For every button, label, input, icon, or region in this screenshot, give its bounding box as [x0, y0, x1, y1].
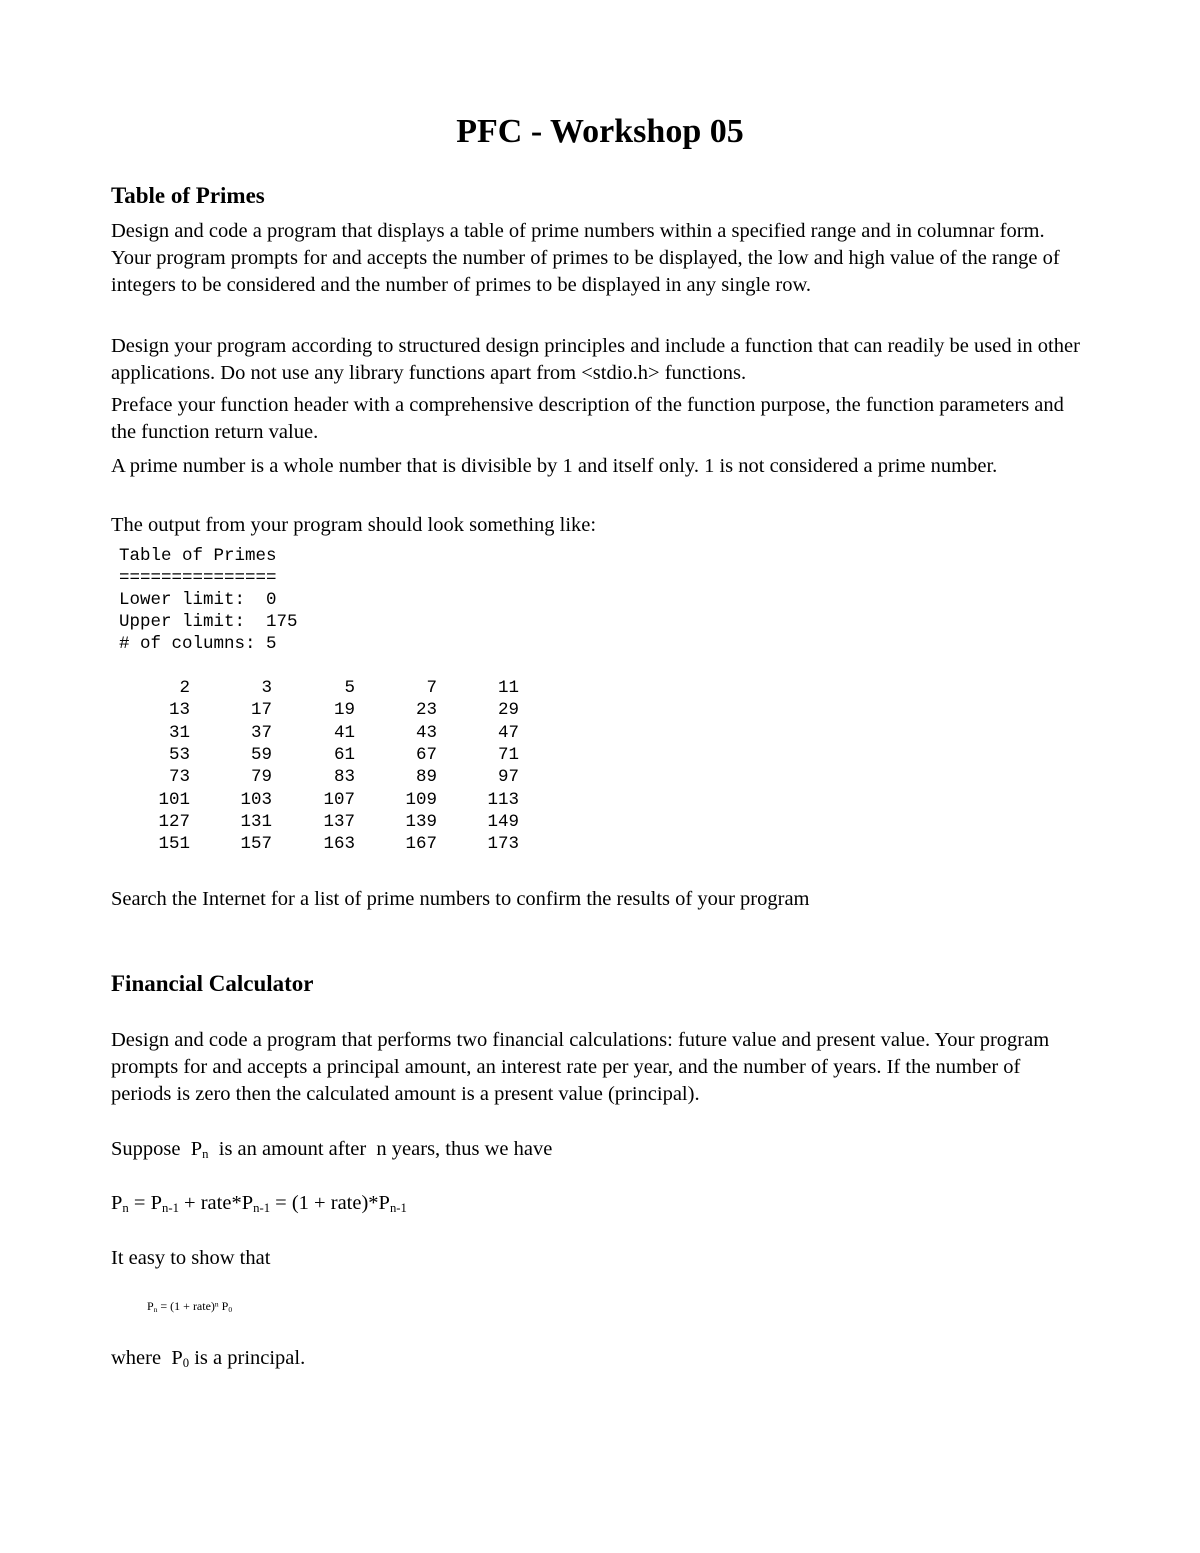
prime-value: 173 — [487, 834, 519, 855]
prime-value: 131 — [240, 812, 272, 833]
output-intro-paragraph: The output from your program should look something like: — [111, 514, 597, 536]
prime-value: 89 — [415, 767, 437, 788]
function-header-paragraph: Preface your function header with a comprehensive description of the function purpose, the function parameters and the function return value. — [111, 394, 1064, 443]
prime-value: 17 — [250, 700, 272, 721]
prime-value: 43 — [415, 722, 437, 743]
prime-value: 97 — [497, 767, 519, 788]
prime-value: 137 — [323, 812, 355, 833]
section-heading-table-of-primes: Table of Primes — [111, 183, 265, 208]
prime-value: 3 — [261, 678, 272, 698]
prime-value: 151 — [158, 834, 190, 855]
prime-value: 109 — [405, 789, 437, 810]
prime-value: 13 — [168, 700, 190, 721]
prime-value: 53 — [168, 745, 190, 766]
structured-design-paragraph: Design your program according to structured design principles and include a function that can readily be used in other applications. Do not use any library functions apart from <stdio.h> functions. — [111, 335, 1080, 384]
prime-value: 157 — [240, 834, 272, 855]
console-upper-limit: Upper limit: 175 — [119, 612, 298, 632]
easy-to-show-line: It easy to show that — [111, 1247, 271, 1269]
prime-value: 67 — [415, 745, 437, 766]
prime-value: 113 — [487, 789, 519, 810]
prime-value: 83 — [333, 767, 355, 788]
financial-description-paragraph: Design and code a program that performs two financial calculations: future value and present value. Your program prompts for and accepts a principal amount, an interest rate per year, and the number of years. If the number of periods is zero then the calculated amount is a present value (principal). — [111, 1029, 1050, 1105]
search-internet-paragraph: Search the Internet for a list of prime numbers to confirm the results of your program — [111, 888, 810, 910]
prime-value: 71 — [497, 745, 519, 766]
prime-value: 29 — [497, 700, 519, 721]
prime-value: 19 — [333, 700, 355, 721]
prime-value: 37 — [250, 722, 272, 743]
prime-value: 79 — [250, 767, 272, 788]
prime-value: 61 — [333, 745, 355, 766]
prime-value: 23 — [415, 700, 437, 721]
page-title: PFC - Workshop 05 — [456, 113, 744, 150]
suppose-line: Suppose $P_n$ is an amount after n years, thus we have — [111, 1138, 553, 1162]
closed-form-equation: $P_n = (1$ + rate)$^n$ $P_0$ — [147, 1299, 233, 1314]
prime-value: 73 — [168, 767, 190, 788]
prime-value: 5 — [344, 678, 355, 698]
primes-description-paragraph: Design and code a program that displays a table of prime numbers within a specified range and in columnar form. Your program prompts for and accepts the number of primes to be displayed, the low and high value of the range of integers to be considered and the number of primes to be displayed in any single row. — [111, 220, 1060, 296]
prime-definition-paragraph: A prime number is a whole number that is divisible by 1 and itself only. 1 is not considered a prime number. — [111, 455, 998, 477]
recurrence-equation: $P_n = P_{n-1}$ + $rate*P_{n-1} = (1$ + $rate)*P_{n-1}$ — [111, 1192, 407, 1216]
prime-value: 47 — [497, 722, 519, 743]
prime-value: 11 — [497, 678, 519, 698]
prime-value: 167 — [405, 834, 437, 855]
prime-value: 59 — [250, 745, 272, 766]
console-lower-limit: Lower limit: 0 — [119, 590, 277, 610]
prime-value: 149 — [487, 812, 519, 833]
prime-value: 139 — [405, 812, 437, 833]
prime-value: 107 — [323, 789, 355, 810]
prime-value: 31 — [168, 722, 190, 743]
prime-value: 7 — [426, 678, 437, 698]
where-principal-line: where $P_0$ is a principal. — [111, 1347, 306, 1371]
prime-value: 41 — [333, 722, 355, 743]
prime-value: 163 — [323, 834, 355, 855]
console-header: Table of Primes — [119, 546, 277, 566]
prime-value: 2 — [179, 678, 190, 698]
prime-value: 103 — [240, 789, 272, 810]
section-heading-financial-calculator: Financial Calculator — [111, 971, 314, 996]
prime-value: 127 — [158, 812, 190, 833]
console-underline: =============== — [119, 568, 277, 588]
console-columns: # of columns: 5 — [119, 634, 277, 654]
prime-value: 101 — [158, 789, 190, 810]
